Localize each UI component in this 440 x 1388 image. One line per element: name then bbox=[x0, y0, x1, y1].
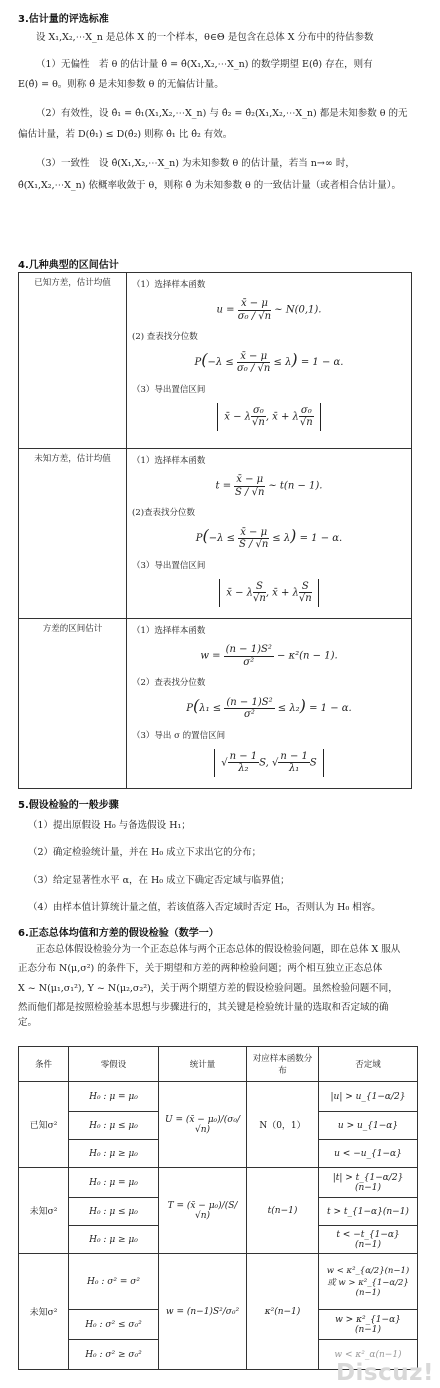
statistic-cell: w = (n−1)S²/σ₀² bbox=[159, 1254, 247, 1370]
header-distribution: 对应样本函数分布 bbox=[247, 1047, 319, 1082]
section-6-para-3: X ~ N(μ₁,σ₁²), Y ~ N(μ₂,σ₂²)，关于两个期望方差的假设检验问题。虽然检验问题不同， bbox=[18, 983, 398, 995]
section-6-para-1: 正态总体假设检验分为一个正态总体与两个正态总体的假设检验问题，即在总体 X 服从 bbox=[36, 944, 401, 955]
interval-label: 未知方差，估计均值 bbox=[19, 449, 127, 619]
interval-steps bbox=[127, 449, 412, 619]
interval-estimation-table bbox=[18, 272, 412, 789]
rejection-cell: |t| > t_{1−α/2}(n−1) bbox=[319, 1168, 418, 1198]
section-6-para-5: 定。 bbox=[18, 1016, 38, 1028]
interval-steps bbox=[127, 273, 412, 449]
interval-label: 已知方差，估计均值 bbox=[19, 273, 127, 449]
rejection-cell: u < −u_{1−α} bbox=[319, 1140, 418, 1168]
step-2: (2)查表找分位数 bbox=[132, 508, 196, 518]
rejection-cell: w < κ²_{α/2}(n−1)或 w > κ²_{1−α/2}(n−1) bbox=[319, 1254, 418, 1310]
condition-cell: 已知σ² bbox=[19, 1082, 69, 1168]
formula-interval: √ $\frac{n - 1}{\text{λ₂}}$ S, √ $\frac{n - 1}{\text{λ₁}}$ S bbox=[132, 749, 406, 777]
statistic-cell: U = (x̄ − μ₀)/(σ₀/√n) bbox=[159, 1082, 247, 1168]
section-3-intro: 设 X₁,X₂,⋯X_n 是总体 X 的一个样本，θ∈Θ 是包含在总体 X 分布中的待估参数 bbox=[36, 32, 374, 43]
section-5 bbox=[0, 796, 440, 922]
formula-interval: x̄ − λ $\frac{\text{σ₀}}{√n}$ , x̄ + λ $\frac{\text{σ₀}}{√n}$ bbox=[132, 403, 406, 431]
distribution-cell: N（0，1） bbox=[247, 1082, 319, 1168]
table-header-row bbox=[19, 1047, 418, 1082]
step-item: （3）给定显著性水平 α，在 H₀ 成立下确定否定域与临界值； bbox=[28, 874, 290, 886]
section-3-title: 3.估计量的评选标准 bbox=[18, 14, 109, 25]
section-6-para-2: 正态分布 N(μ,σ²) 的条件下，关于期望和方差的两种检验问题；两个相互独立正态总体 bbox=[18, 962, 383, 974]
consistency-line-2: θ̂(X₁,X₂,⋯X_n) 依概率收敛于 θ，则称 θ̂ 为未知参数 θ 的一致估计量（或者相合估计量）。 bbox=[18, 180, 401, 192]
interval-row-known-variance bbox=[19, 273, 412, 449]
null-hypothesis-cell: H₀ : μ = μ₀ bbox=[69, 1168, 159, 1198]
interval-steps bbox=[127, 619, 412, 789]
header-null-hypothesis: 零假设 bbox=[69, 1047, 159, 1082]
null-hypothesis-cell: H₀ : μ ≤ μ₀ bbox=[69, 1198, 159, 1226]
unbiased-line-2: E(θ̂) = θ。则称 θ̂ 是未知参数 θ 的无偏估计量。 bbox=[18, 79, 224, 91]
distribution-cell: κ²(n−1) bbox=[247, 1254, 319, 1370]
interval-row-variance bbox=[19, 619, 412, 789]
formula-quantile: P(−λ ≤ $\frac{x̄ - \mu}{S / √n}$ ≤ λ) = 1 − α. bbox=[195, 526, 343, 550]
table-row bbox=[19, 1254, 418, 1310]
step-2: （2）查表找分位数 bbox=[132, 678, 206, 688]
null-hypothesis-cell: H₀ : μ ≥ μ₀ bbox=[69, 1140, 159, 1168]
null-hypothesis-cell: H₀ : σ² ≤ σ₀² bbox=[69, 1310, 159, 1340]
section-5-title: 5.假设检验的一般步骤 bbox=[18, 800, 119, 811]
distribution-cell: t(n−1) bbox=[247, 1168, 319, 1254]
section-3 bbox=[0, 10, 440, 194]
section-4-title: 4.几种典型的区间估计 bbox=[18, 260, 119, 271]
formula-quantile: P(−λ ≤ $\frac{x̄ - \mu}{\text{σ₀ / √n}}$ ≤ λ) = 1 − α. bbox=[194, 350, 344, 374]
table-row bbox=[19, 1082, 418, 1112]
step-1: （1）选择样本函数 bbox=[132, 280, 206, 290]
step-item: （4）由样本值计算统计量之值，若该值落入否定域时否定 H₀，否则认为 H₀ 相容。 bbox=[28, 901, 381, 913]
step-1: （1）选择样本函数 bbox=[132, 626, 206, 636]
unbiased-line-1: （1）无偏性 若 θ 的估计量 θ̂ = θ̂(X₁,X₂,⋯X_n) 的数学期望 E(θ̂) 存在，则有 bbox=[36, 58, 373, 70]
rejection-cell: t < −t_{1−α}(n−1) bbox=[319, 1226, 418, 1254]
consistency-line-1: （3）一致性 设 θ̂(X₁,X₂,⋯X_n) 为未知参数 θ 的估计量，若当 n→∞ 时， bbox=[36, 157, 355, 169]
null-hypothesis-cell: H₀ : σ² ≥ σ₀² bbox=[69, 1340, 159, 1370]
formula-quantile: P(λ₁ ≤ $\frac{\text{(n − 1)S²}}{\text{σ²}}$ ≤ λ₂) = 1 − α. bbox=[186, 696, 352, 720]
step-1: （1）选择样本函数 bbox=[132, 456, 206, 466]
null-hypothesis-cell: H₀ : μ ≥ μ₀ bbox=[69, 1226, 159, 1254]
header-statistic: 统计量 bbox=[159, 1047, 247, 1082]
header-condition: 条件 bbox=[19, 1047, 69, 1082]
rejection-cell: t > t_{1−α}(n−1) bbox=[319, 1198, 418, 1226]
null-hypothesis-cell: H₀ : σ² = σ² bbox=[69, 1254, 159, 1310]
efficiency-line-1: （2）有效性，设 θ̂₁ = θ̂₁(X₁,X₂,⋯X_n) 与 θ̂₂ = θ̂₂(X₁,X₂,⋯X_n) 都是未知参数 θ 的无 bbox=[36, 108, 408, 120]
rejection-cell: u > u_{1−α} bbox=[319, 1112, 418, 1140]
step-2: (2) 查表找分位数 bbox=[132, 332, 198, 342]
step-item: （2）确定检验统计量，并在 H₀ 成立下求出它的分布； bbox=[28, 847, 262, 859]
rejection-cell: w < κ²_α(n−1) bbox=[319, 1340, 418, 1370]
hypothesis-test-table bbox=[18, 1046, 418, 1370]
formula-sample-function: t = $\frac{x̄ - \mu}{S / √n}$ ~ t(n − 1). bbox=[215, 474, 323, 498]
null-hypothesis-cell: H₀ : μ ≤ μ₀ bbox=[69, 1112, 159, 1140]
formula-sample-function: w = $\frac{\text{(n − 1)S²}}{\text{σ²}}$ − κ²(n − 1). bbox=[200, 644, 338, 668]
step-item: （1）提出原假设 H₀ 与备选假设 H₁； bbox=[28, 820, 191, 831]
null-hypothesis-cell: H₀ : μ = μ₀ bbox=[69, 1082, 159, 1112]
rejection-cell: w > κ²_{1−α}(n−1) bbox=[319, 1310, 418, 1340]
header-rejection-region: 否定域 bbox=[319, 1047, 418, 1082]
rejection-cell: |u| > u_{1−α/2} bbox=[319, 1082, 418, 1112]
condition-cell: 未知σ² bbox=[19, 1168, 69, 1254]
efficiency-line-2: 偏估计量，若 D(θ̂₁) ≤ D(θ̂₂) 则称 θ̂₁ 比 θ̂₂ 有效。 bbox=[18, 128, 233, 140]
interval-row-unknown-variance bbox=[19, 449, 412, 619]
formula-sample-function: u = $\frac{x̄ - \mu}{\text{σ₀ / √n}}$ ~ N(0,1). bbox=[216, 298, 322, 322]
formula-interval: x̄ − λ $\frac{S}{√n}$ , x̄ + λ $\frac{S}{√n}$ bbox=[132, 579, 406, 607]
watermark-logo: Discuz! bbox=[335, 1360, 434, 1386]
condition-cell: 未知σ² bbox=[19, 1254, 69, 1370]
statistic-cell: T = (x̄ − μ₀)/(S/√n) bbox=[159, 1168, 247, 1254]
interval-label: 方差的区间估计 bbox=[19, 619, 127, 789]
step-3: （3）导出置信区间 bbox=[132, 560, 206, 571]
section-6 bbox=[0, 924, 440, 1031]
section-6-title: 6.正态总体均值和方差的假设检验（数学一） bbox=[18, 928, 219, 939]
section-6-para-4: 然而他们都是按照检验基本思想与步骤进行的，其关键是检验统计量的选取和否定域的确 bbox=[18, 1002, 389, 1014]
step-3: （3）导出置信区间 bbox=[132, 384, 206, 395]
section-4 bbox=[0, 256, 440, 271]
step-3: （3）导出 σ 的置信区间 bbox=[132, 730, 226, 741]
table-row bbox=[19, 1168, 418, 1198]
